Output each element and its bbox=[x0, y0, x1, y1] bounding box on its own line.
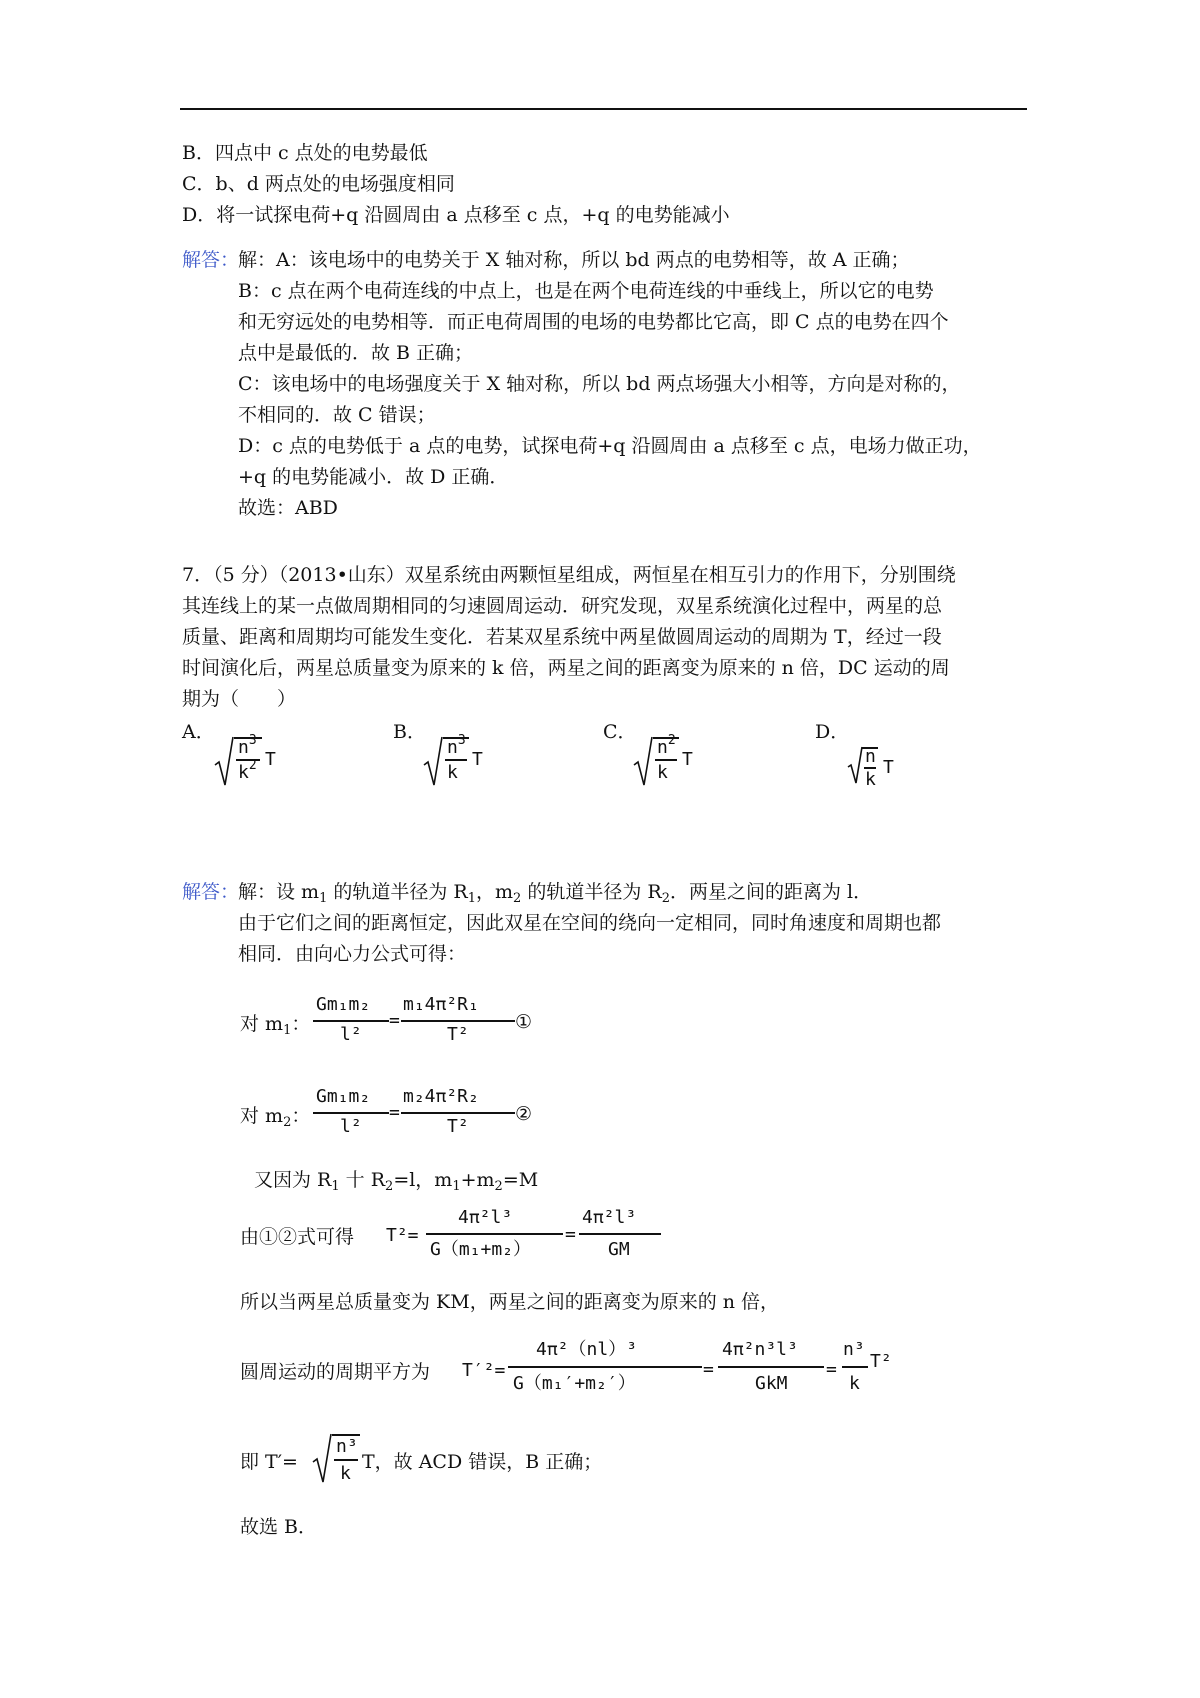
option-c7-label: C． bbox=[603, 721, 637, 743]
option-d7-den: k bbox=[865, 769, 876, 790]
answer6-line: B：c 点在两个电荷连线的中点上，也是在两个电荷连线的中垂线上，所以它的电势 bbox=[238, 280, 934, 302]
question7-line: 期为（ ） bbox=[182, 688, 297, 710]
answer6-line: 点中是最低的．故 B 正确； bbox=[238, 342, 474, 364]
eq1-rnum: m₁4π²R₁ bbox=[403, 994, 479, 1015]
answer6-line: D：c 点的电势低于 a 点的电势，试探电荷+q 沿圆周由 a 点移至 c 点，电场力做正功， bbox=[238, 435, 982, 457]
fraction-bar bbox=[334, 1459, 358, 1461]
fraction-bar bbox=[426, 1233, 563, 1235]
fraction-bar bbox=[508, 1366, 702, 1368]
option-a-label: A． bbox=[182, 721, 215, 743]
sqrt-sign bbox=[633, 735, 653, 787]
question7-line: 质量、距离和周期均可能发生变化．若某双星系统中两星做圆周运动的周期为 T，经过一段 bbox=[182, 626, 942, 648]
option-a-den: $k^2$ bbox=[238, 758, 257, 783]
eq5-suffix: T，故 ACD 错误，B 正确； bbox=[362, 1451, 603, 1473]
answer7-line: 解：设 $m_1$ 的轨道半径为 $R_1$，$m_2$ 的轨道半径为 $R_2$．两星之间的距离为 l． bbox=[238, 881, 873, 906]
answer7-final: 故选 B． bbox=[240, 1516, 318, 1538]
option-b: B．四点中 c 点处的电势最低 bbox=[182, 142, 428, 164]
eq1-prefix: 对 $m_1$： bbox=[240, 1013, 311, 1038]
eq4-num: 4π²（nl）³ bbox=[536, 1339, 638, 1360]
option-c7-den: k bbox=[657, 762, 668, 783]
option-d7-num: n bbox=[865, 746, 876, 767]
eq1-rden: T² bbox=[447, 1024, 469, 1045]
eq2-num: Gm₁m₂ bbox=[316, 1086, 371, 1107]
answer-label: 解答： bbox=[182, 249, 240, 271]
answer6-line: 故选：ABD bbox=[238, 497, 338, 519]
eq3-num: 4π²l³ bbox=[458, 1207, 513, 1228]
eq1-mark: ① bbox=[515, 1011, 533, 1033]
option-d7-tail: T bbox=[883, 757, 894, 778]
answer6-line: +q 的电势能减小．故 D 正确． bbox=[238, 466, 509, 488]
question7-line: 其连线上的某一点做周期相同的匀速圆周运动．研究发现，双星系统演化过程中，两星的总 bbox=[182, 595, 943, 617]
answer7-line: 又因为 $R_1$ 十 $R_2=l$，$m_1+m_2=M$ bbox=[254, 1169, 539, 1194]
eq1-den: l² bbox=[340, 1024, 362, 1045]
answer7-line: 相同．由向心力公式可得： bbox=[238, 943, 467, 965]
sqrt-sign bbox=[423, 735, 443, 787]
question7-line: 时间演化后，两星总质量变为原来的 k 倍，两星之间的距离变为原来的 n 倍，DC 运动的周 bbox=[182, 657, 950, 679]
fraction-bar bbox=[401, 1020, 515, 1022]
answer7-line: 由于它们之间的距离恒定，因此双星在空间的绕向一定相同，同时角速度和周期也都 bbox=[238, 912, 942, 934]
answer6-line: 和无穷远处的电势相等．而正电荷周围的电场的电势都比它高，即 C 点的电势在四个 bbox=[238, 311, 949, 333]
eq4-rden: k bbox=[849, 1373, 860, 1394]
eq3-den: G（m₁+m₂） bbox=[430, 1239, 532, 1260]
eq5-num: n³ bbox=[336, 1436, 358, 1457]
eq4-mden: GkM bbox=[755, 1373, 788, 1394]
option-d7-label: D． bbox=[815, 721, 850, 743]
eq5-prefix: 即 T′= bbox=[240, 1451, 298, 1473]
eq4-prefix: 圆周运动的周期平方为 bbox=[240, 1361, 431, 1383]
eq2-den: l² bbox=[340, 1116, 362, 1137]
fraction-bar bbox=[842, 1366, 868, 1368]
eq3-lhs: T²= bbox=[386, 1225, 419, 1246]
answer6-line: C：该电场中的电场强度关于 X 轴对称，所以 bd 两点场强大小相等，方向是对称的， bbox=[238, 373, 961, 395]
eq4-den: G（m₁′+m₂′） bbox=[513, 1373, 636, 1394]
eq3-rden: GM bbox=[608, 1239, 630, 1260]
option-c: C．b、d 两点处的电场强度相同 bbox=[182, 173, 455, 195]
answer6-line: 不相同的．故 C 错误； bbox=[238, 404, 436, 426]
eq5-den: k bbox=[340, 1463, 351, 1484]
answer6-line: 解：A：该电场中的电势关于 X 轴对称，所以 bd 两点的电势相等，故 A 正确； bbox=[238, 249, 910, 271]
answer7-line: 所以当两星总质量变为 KM，两星之间的距离变为原来的 n 倍， bbox=[240, 1291, 780, 1313]
option-b7-label: B． bbox=[393, 721, 426, 743]
option-c7-tail: T bbox=[682, 749, 693, 770]
sqrt-sign bbox=[312, 1432, 332, 1484]
eq-sign: = bbox=[826, 1359, 837, 1380]
eq3-rnum: 4π²l³ bbox=[582, 1207, 637, 1228]
eq-sign: = bbox=[389, 1010, 400, 1031]
answer-label: 解答： bbox=[182, 881, 240, 903]
question7-line: 7．（5 分）（2013•山东）双星系统由两颗恒星组成，两恒星在相互引力的作用下，分别围绕 bbox=[182, 564, 956, 586]
eq3-prefix: 由①②式可得 bbox=[240, 1226, 355, 1248]
eq-sign: = bbox=[389, 1102, 400, 1123]
eq1-num: Gm₁m₂ bbox=[316, 994, 371, 1015]
eq-sign: = bbox=[565, 1224, 576, 1245]
eq4-rnum: n³ bbox=[843, 1339, 865, 1360]
option-d: D．将一试探电荷+q 沿圆周由 a 点移至 c 点，+q 的电势能减小 bbox=[182, 204, 730, 226]
eq2-rnum: m₂4π²R₂ bbox=[403, 1086, 479, 1107]
sqrt-sign bbox=[214, 735, 234, 787]
option-b7-num: $n^3$ bbox=[447, 733, 466, 758]
eq2-rden: T² bbox=[447, 1116, 469, 1137]
fraction-bar bbox=[313, 1112, 389, 1114]
eq-sign: = bbox=[703, 1359, 714, 1380]
fraction-bar bbox=[401, 1112, 515, 1114]
eq4-tail: T² bbox=[870, 1351, 892, 1372]
option-b7-den: k bbox=[447, 762, 458, 783]
fraction-bar bbox=[445, 759, 467, 761]
fraction-bar bbox=[579, 1233, 661, 1235]
option-a-num: $n^3$ bbox=[238, 733, 257, 758]
eq4-mnum: 4π²n³l³ bbox=[722, 1339, 798, 1360]
eq4-lhs: T′²= bbox=[462, 1360, 506, 1381]
header-rule bbox=[180, 108, 1027, 110]
option-c7-num: $n^2$ bbox=[657, 733, 676, 758]
sqrt-sign bbox=[847, 745, 863, 785]
option-a-tail: T bbox=[265, 749, 276, 770]
fraction-bar bbox=[313, 1020, 389, 1022]
eq2-prefix: 对 $m_2$： bbox=[240, 1105, 311, 1130]
fraction-bar bbox=[655, 759, 677, 761]
eq2-mark: ② bbox=[515, 1103, 533, 1125]
fraction-bar bbox=[718, 1366, 824, 1368]
option-b7-tail: T bbox=[472, 749, 483, 770]
